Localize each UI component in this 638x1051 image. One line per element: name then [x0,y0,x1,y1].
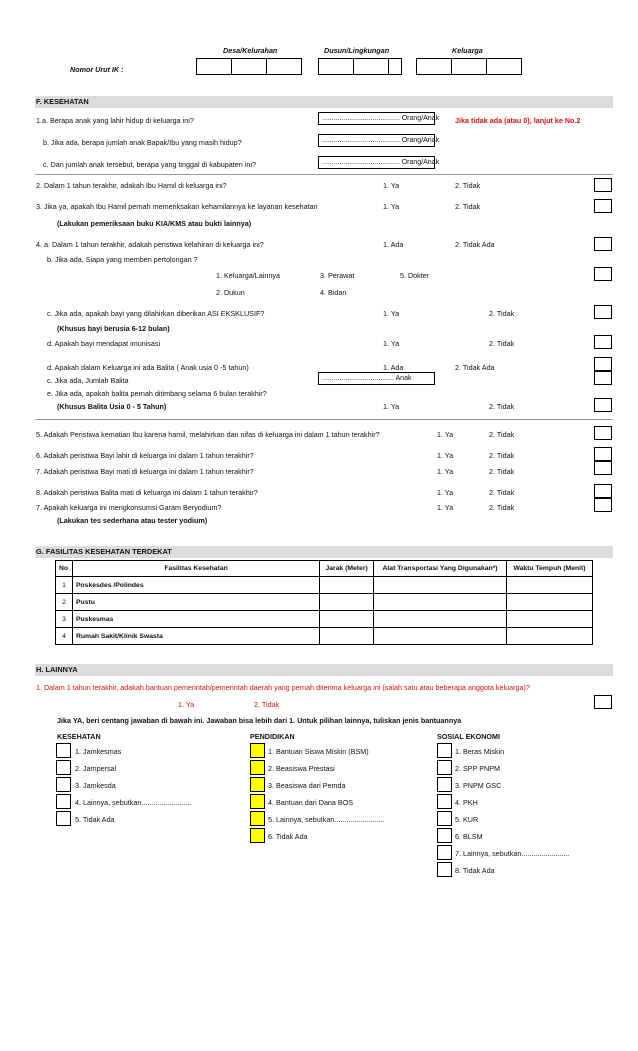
sosial-option: 6. BLSM [455,832,483,841]
h-q1-answer-box[interactable] [594,695,612,709]
col-no: No [56,561,73,577]
q9-note: (Lakukan tes sederhana atau tester yodium) [57,516,208,525]
q5-text: 5. Adakah Peristiwa kematian Ibu karena hamil, melahirkan dan nifas di keluarga ini dalam 1 tahun terakhir? [36,430,380,439]
q6-tidak: 2. Tidak [489,451,515,460]
q8-ya: 1. Ya [437,488,454,497]
q1a-note: Jika tidak ada (atau 0), lanjut ke No.2 [455,116,581,125]
q4b-opt1: 1. Keluarga/Lainnya [216,271,280,280]
q4b-opt5: 5. Dokter [400,271,430,280]
section-g-title: G. FASILITAS KESEHATAN TERDEKAT [36,547,172,556]
sosial-checkbox[interactable] [437,811,452,826]
q7-ya: 1. Ya [437,467,454,476]
q1b-fill[interactable]: ........................................ Orang/Anak [318,134,435,147]
q4e-ya: 1. Ya [383,402,400,411]
q1c-fill[interactable]: ........................................ Orang/Anak [318,156,435,169]
jarak-cell[interactable] [320,611,374,628]
q4a-answer-box[interactable] [594,237,612,251]
jarak-cell[interactable] [320,577,374,594]
nomor-urut-label: Nomor Urut IK : [70,65,124,74]
q2-text: 2. Dalam 1 tahun terakhir, adakah Ibu Hamil di keluarga ini? [36,181,227,190]
sosial-checkbox[interactable] [437,828,452,843]
q3-note: (Lakukan pemeriksaan buku KIA/KMS atau bukti lainnya) [57,219,252,228]
q1b-text: b. Jika ada, berapa jumlah anak Bapak/Ibu yang masih hidup? [43,138,242,147]
q7-answer-box[interactable] [594,461,612,475]
facility-name: Puskesmas [72,611,319,628]
q4c-answer-box[interactable] [594,305,612,319]
q4a-tidak: 2. Tidak Ada [455,240,495,249]
col-transportasi: Alat Transportasi Yang Digunakan*) [374,561,507,577]
q3-ya: 1. Ya [383,202,400,211]
q4e-answer-box[interactable] [594,398,612,412]
q4c2-text: c. Jika ada, Jumlah Balita [47,376,129,385]
pendidikan-checkbox[interactable] [250,811,265,826]
q4b-text: b. Jika ada, Siapa yang memberi pertolongan ? [47,255,198,264]
kesehatan-checkbox[interactable] [56,777,71,792]
q5-ya: 1. Ya [437,430,454,439]
table-row [56,594,593,611]
q3-answer-box[interactable] [594,199,612,213]
q2-ya: 1. Ya [383,181,400,190]
q4d-tidak: 2. Tidak [489,339,515,348]
sosial-option: 7. Lainnya, sebutkan........................ [455,849,570,858]
desa-label: Desa/Kelurahan [223,46,278,55]
q4d2-answer-box[interactable] [594,357,612,371]
pendidikan-checkbox[interactable] [250,828,265,843]
sosial-checkbox[interactable] [437,743,452,758]
row-no: 2 [56,594,73,611]
sosial-option: 4. PKH [455,798,478,807]
kesehatan-option: 2. Jampersal [75,764,117,773]
q4b-opt4: 4. Bidan [320,288,347,297]
q4c-text: c. Jika ada, apakah bayi yang dilahirkan diberikan ASI EKSKLUSIF? [47,309,265,318]
pendidikan-option: 2. Beasiswa Prestasi [268,764,335,773]
q4c-ya: 1. Ya [383,309,400,318]
q4d2-text: d. Apakah dalam Keluarga ini ada Balita ( Anak usia 0 -5 tahun) [47,363,249,372]
transport-cell[interactable] [374,611,507,628]
col-waktu: Waktu Tempuh (Menit) [507,561,593,577]
pendidikan-checkbox[interactable] [250,777,265,792]
sosial-option: 8. Tidak Ada [455,866,495,875]
waktu-cell[interactable] [507,594,593,611]
facility-table [55,560,593,645]
dusun-label: Dusun/Lingkungan [324,46,390,55]
q6-text: 6. Adakah peristiwa Bayi lahir di keluarga ini dalam 1 tahun terakhir? [36,451,254,460]
q9-tidak: 2. Tidak [489,503,515,512]
transport-cell[interactable] [374,577,507,594]
sosial-checkbox[interactable] [437,760,452,775]
col-pendidikan-title: PENDIDIKAN [250,732,295,741]
jarak-cell[interactable] [320,594,374,611]
q4a-ada: 1. Ada [383,240,404,249]
pendidikan-option: 4. Bantuan dari Dana BOS [268,798,354,807]
q4e-text: e. Jika ada, apakah balita pernah ditimbang selama 6 bulan terakhir? [47,389,267,398]
section-f-title: F. KESEHATAN [36,97,89,106]
facility-name: Pustu [72,594,319,611]
q9-text: 7. Apakah keluarga ini mengkonsumsi Garam Beryodium? [36,503,222,512]
q4e-tidak: 2. Tidak [489,402,515,411]
col-sosial-title: SOSIAL EKONOMI [437,732,500,741]
sosial-checkbox[interactable] [437,862,452,877]
kesehatan-checkbox[interactable] [56,794,71,809]
sosial-option: 5. KUR [455,815,479,824]
row-no: 4 [56,628,73,645]
q4b-opt3: 3. Perawat [320,271,355,280]
q1a-text: 1.a. Berapa anak yang lahir hidup di keluarga ini? [36,116,194,125]
kesehatan-option: 5. Tidak Ada [75,815,115,824]
q1a-fill[interactable]: ........................................ Orang/Anak [318,112,435,125]
q5-tidak: 2. Tidak [489,430,515,439]
h-instruction: Jika YA, beri centang jawaban di bawah ini. Jawaban bisa lebih dari 1. Untuk pilihan lainnya, tuliskan jenis bantuannya [57,716,462,725]
row-no: 1 [56,577,73,594]
section-h-title: H. LAINNYA [36,665,78,674]
pendidikan-checkbox[interactable] [250,794,265,809]
q4d2-tidak: 2. Tidak Ada [455,363,495,372]
q2-tidak: 2. Tidak [455,181,481,190]
facility-table-header [56,561,593,577]
q4d-text: d. Apakah bayi mendapat imunisasi [47,339,161,348]
divider [35,419,613,420]
waktu-cell[interactable] [507,628,593,645]
q4c2-fill[interactable]: ..................................... Anak [318,372,435,385]
sosial-option: 3. PNPM GSC [455,781,502,790]
kesehatan-option: 3. Jamkesda [75,781,116,790]
sosial-option: 2. SPP PNPM [455,764,501,773]
h-q1-text: 1. Dalam 1 tahun terakhir, adakah bantuan pemerintah/pemerintah daerah yang pernah diterima keluarga ini (salah satu atau beberapa anggota keluarga)? [36,683,530,692]
pendidikan-checkbox[interactable] [250,760,265,775]
h-q1-tidak: 2. Tidak [254,700,280,709]
facility-name: Poskesdes /Polindes [72,577,319,594]
pendidikan-option: 5. Lainnya, sebutkan......................... [268,815,385,824]
q4b-opt2: 2. Dukun [216,288,245,297]
q8-tidak: 2. Tidak [489,488,515,497]
q4d2-ada: 1. Ada [383,363,404,372]
kesehatan-checkbox[interactable] [56,743,71,758]
q4c2-answer-box[interactable] [594,371,612,385]
sosial-checkbox[interactable] [437,794,452,809]
table-row [56,577,593,594]
pendidikan-option: 1. Bantuan Siswa Miskin (BSM) [268,747,369,756]
sosial-checkbox[interactable] [437,845,452,860]
divider [35,174,613,175]
q4c-note: (Khusus bayi berusia 6-12 bulan) [57,324,170,333]
q7-tidak: 2. Tidak [489,467,515,476]
q4d-ya: 1. Ya [383,339,400,348]
h-q1-ya: 1. Ya [178,700,195,709]
q2-answer-box[interactable] [594,178,612,192]
q3-text: 3. Jika ya, apakah Ibu Hamil pernah memeriksakan kehamilannya ke layanan kesehatan [36,202,318,211]
q4e-note: (Khusus Balita Usia 0 - 5 Tahun) [57,402,167,411]
q9-answer-box[interactable] [594,498,612,512]
sosial-checkbox[interactable] [437,777,452,792]
transport-cell[interactable] [374,628,507,645]
q9-ya: 1. Ya [437,503,454,512]
q5-answer-box[interactable] [594,426,612,440]
col-fasilitas: Fasilitas Kesehatan [72,561,319,577]
waktu-cell[interactable] [507,577,593,594]
row-no: 3 [56,611,73,628]
kesehatan-option: 1. Jamkesmas [75,747,122,756]
pendidikan-option: 3. Beasiswa dari Pemda [268,781,346,790]
kesehatan-checkbox[interactable] [56,811,71,826]
table-row [56,611,593,628]
pendidikan-checkbox[interactable] [250,743,265,758]
section-h-bar [35,664,613,676]
q8-answer-box[interactable] [594,484,612,498]
pendidikan-option: 6. Tidak Ada [268,832,308,841]
q4d-answer-box[interactable] [594,335,612,349]
q4c-tidak: 2. Tidak [489,309,515,318]
q6-answer-box[interactable] [594,447,612,461]
q4b-answer-box[interactable] [594,267,612,281]
section-f-bar [35,96,613,108]
col-kesehatan-title: KESEHATAN [57,732,101,741]
waktu-cell[interactable] [507,611,593,628]
facility-name: Rumah Sakit/Klinik Swasta [72,628,319,645]
q7-text: 7. Adakah peristiwa Bayi mati di keluarga ini dalam 1 tahun terakhir? [36,467,254,476]
q3-tidak: 2. Tidak [455,202,481,211]
sosial-option: 1. Beras Miskin [455,747,505,756]
table-row [56,628,593,645]
q1c-text: c. Dari jumlah anak tersebut, berapa yang tinggal di kabupaten ini? [43,160,256,169]
kesehatan-option: 4. Lainnya, sebutkan......................... [75,798,192,807]
q4a-text: 4. a. Dalam 1 tahun terakhir, adakah peristiwa kelahiran di keluarga ini? [36,240,264,249]
keluarga-label: Keluarga [452,46,483,55]
col-jarak: Jarak (Meter) [320,561,374,577]
q6-ya: 1. Ya [437,451,454,460]
kesehatan-checkbox[interactable] [56,760,71,775]
jarak-cell[interactable] [320,628,374,645]
transport-cell[interactable] [374,594,507,611]
q8-text: 8. Adakah peristiwa Balita mati di keluarga ini dalam 1 tahun terakhir? [36,488,258,497]
